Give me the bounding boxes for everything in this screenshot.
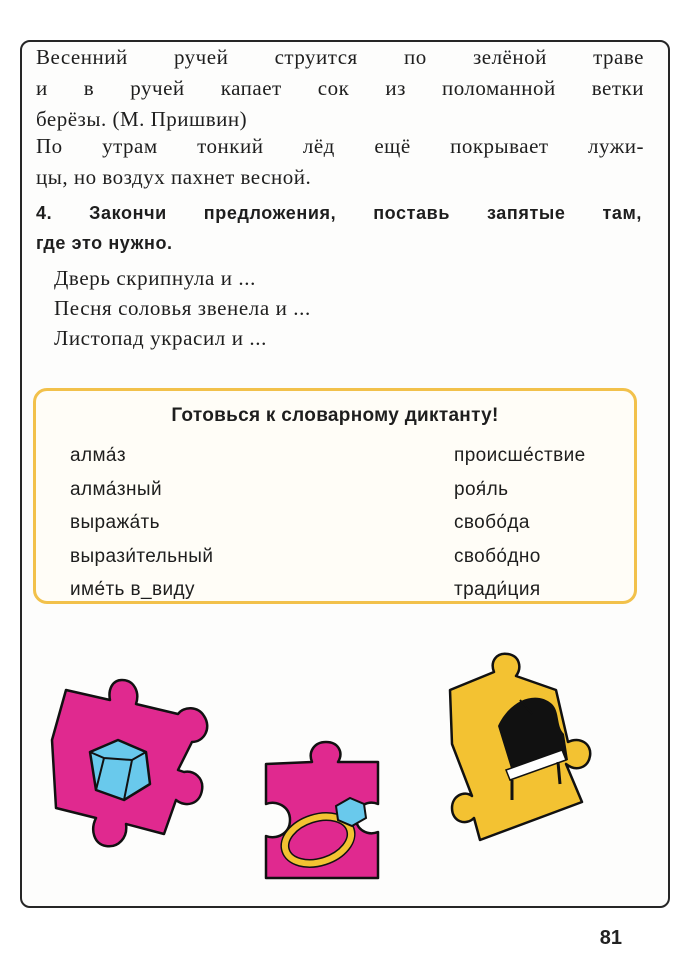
paragraph-line: и в ручей капает сок из поломанной ветки bbox=[36, 76, 644, 100]
sentence-start: Дверь скрипнула и ... bbox=[54, 266, 256, 290]
dictation-word: име́ть в_виду bbox=[70, 579, 195, 600]
dictation-words-right bbox=[454, 439, 586, 607]
page-number: 81 bbox=[599, 927, 622, 949]
dictation-word: вырази́тельный bbox=[70, 545, 214, 567]
sentence-start: Листопад украсил и ... bbox=[54, 326, 267, 350]
task-line: где это нужно. bbox=[36, 233, 173, 253]
dictation-word: происше́ствие bbox=[454, 445, 586, 466]
task-4 bbox=[36, 198, 642, 258]
dictation-title: Готовься к словарному диктанту! bbox=[171, 405, 499, 426]
dictation-word: свобо́да bbox=[454, 512, 530, 533]
paragraph-1 bbox=[36, 42, 644, 135]
dictation-word: роя́ль bbox=[454, 478, 509, 500]
dictation-word: выража́ть bbox=[70, 512, 160, 533]
dictation-word: алма́зный bbox=[70, 478, 162, 500]
dictation-words-left bbox=[70, 439, 213, 607]
paragraph-line: берёзы. (М. Пришвин) bbox=[36, 107, 248, 131]
sentence-starts bbox=[54, 263, 311, 353]
dictation-box bbox=[33, 388, 637, 604]
paragraph-line: цы, но воздух пахнет весной. bbox=[36, 165, 312, 189]
paragraph-line: Весенний ручей струится по зелёной траве bbox=[36, 45, 644, 69]
dictation-word: свобо́дно bbox=[454, 545, 541, 567]
paragraph-2 bbox=[36, 131, 644, 193]
task-line: 4. Закончи предложения, поставь запятые там, bbox=[36, 203, 642, 223]
dictation-word: тради́ция bbox=[454, 579, 541, 600]
dictation-word: алма́з bbox=[70, 445, 126, 466]
paragraph-line: По утрам тонкий лёд ещё покрывает лужи- bbox=[36, 134, 644, 158]
sentence-start: Песня соловья звенела и ... bbox=[54, 296, 311, 320]
